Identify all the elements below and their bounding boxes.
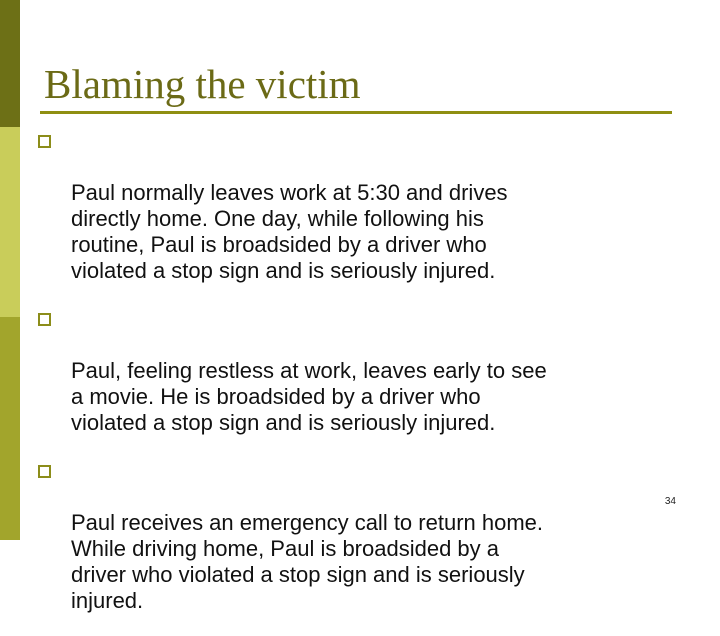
title-underline: [40, 111, 672, 114]
bullet-text: Paul receives an emergency call to return home. While driving home, Paul is broadsided by a driver who violated a stop sign and is seriously injured.: [71, 510, 544, 613]
side-bar-bottom: [0, 317, 20, 540]
side-bar-middle: [0, 127, 20, 317]
side-bar-top: [0, 0, 20, 127]
bullet-item: [38, 458, 678, 614]
bullet-item: [38, 128, 678, 284]
bullet-text: Paul, feeling restless at work, leaves early to see a movie. He is broadsided by a driver who violated a stop sign and is seriously injured.: [71, 358, 547, 435]
slide-title: Blaming the victim: [44, 61, 361, 107]
bullet-list: [38, 128, 678, 636]
bullet-text: Paul normally leaves work at 5:30 and drives directly home. One day, while following his routine, Paul is broadsided by a driver who violated a stop sign and is seriously injured.: [71, 180, 508, 283]
square-bullet-icon: [38, 135, 51, 148]
page-number: 34: [664, 496, 676, 507]
square-bullet-icon: [38, 465, 51, 478]
bullet-item: [38, 306, 678, 436]
square-bullet-icon: [38, 313, 51, 326]
